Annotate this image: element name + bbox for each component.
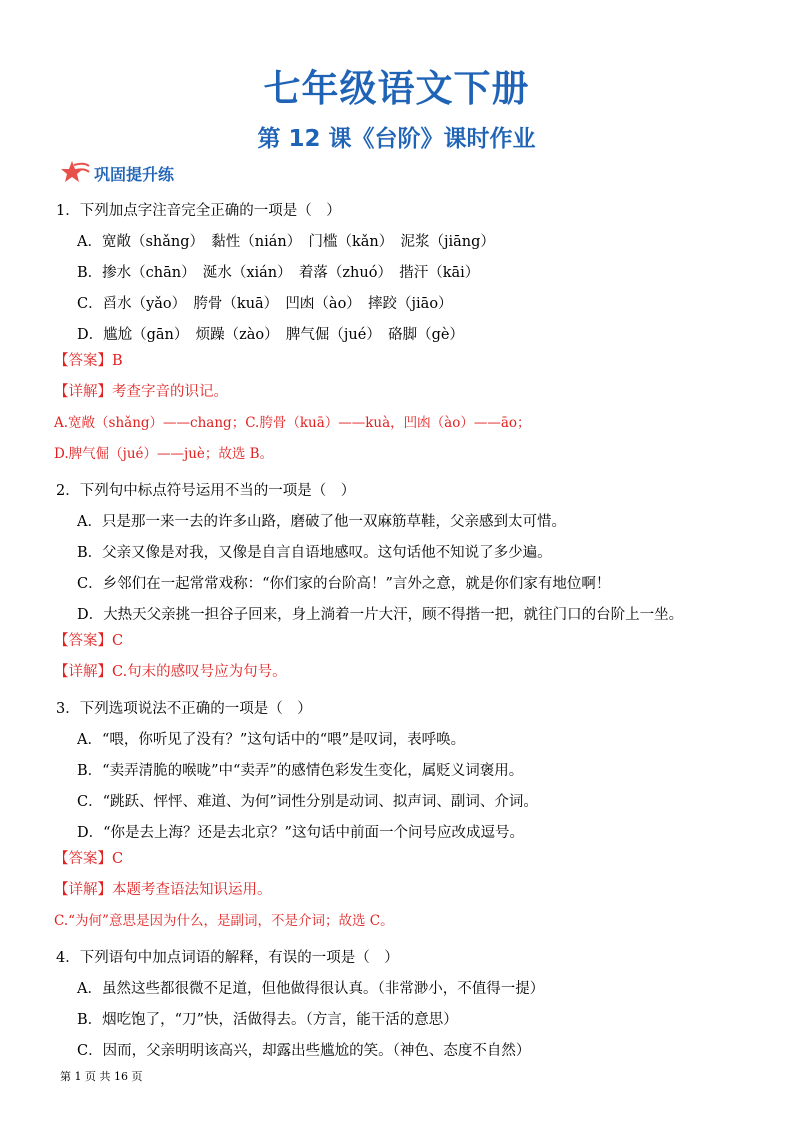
answer-detail: 【详解】本题考查语法知识运用。 (54, 882, 272, 898)
page-number: 第 1 页 共 16 页 (60, 1070, 143, 1083)
answer-extra: D.脾气倔（jué）——juè；故选 B。 (54, 446, 274, 462)
option: B．掺水（chān） 涎水（xián） 着落（zhuó） 揩汗（kāi） (77, 265, 480, 281)
answer-label: 【答案】B (54, 353, 123, 369)
answer-label: 【答案】C (54, 633, 124, 649)
page-subtitle: 第 12 课《台阶》课时作业 (257, 126, 536, 152)
option: C．因而，父亲明明该高兴，却露出些尴尬的笑。（神色、态度不自然） (77, 1043, 531, 1059)
option: A．宽敞（shǎng） 黏性（nián） 门槛（kǎn） 泥浆（jiāng） (77, 234, 495, 250)
answer-detail: 【详解】考查字音的识记。 (54, 384, 228, 400)
option: C．舀水（yǎo） 胯骨（kuā） 凹凼（ào） 摔跤（jiāo） (77, 296, 453, 312)
option: B．烟吃饱了，“刀”快，活做得去。（方言，能干活的意思） (77, 1012, 458, 1028)
option: D．大热天父亲挑一担谷子回来，身上淌着一片大汗，顾不得揩一把，就往门口的台阶上一坐。 (77, 607, 684, 623)
answer-extra: C.“为何”意思是因为什么，是副词，不是介词；故选 C。 (54, 913, 394, 929)
section-label: 巩固提升练 (94, 164, 175, 184)
option: A．只是那一来一去的许多山路，磨破了他一双麻筋草鞋，父亲感到太可惜。 (77, 514, 566, 530)
option: A．虽然这些都很微不足道，但他做得很认真。（非常渺小，不值得一提） (77, 981, 545, 997)
question-stem: 4．下列语句中加点词语的解释，有误的一项是（ ） (56, 950, 399, 966)
option: D．尴尬（gān） 烦躁（zào） 脾气倔（jué） 硌脚（gè） (77, 327, 464, 343)
option: A．“喂，你听见了没有？”这句话中的“喂”是叹词，表呼唤。 (77, 732, 466, 748)
answer-extra: A.宽敞（shǎng）——chang；C.胯骨（kuā）——kuà，凹凼（ào）——āo； (54, 415, 531, 431)
answer-label: 【答案】C (54, 851, 124, 867)
question-stem: 3．下列选项说法不正确的一项是（ ） (56, 701, 312, 717)
question-stem: 2．下列句中标点符号运用不当的一项是（ ） (56, 483, 356, 499)
question-stem: 1．下列加点字注音完全正确的一项是（ ） (56, 203, 341, 219)
answer-detail: 【详解】C.句末的感叹号应为句号。 (54, 664, 287, 680)
option: B．“卖弄清脆的喉咙”中“卖弄”的感情色彩发生变化，属贬义词褒用。 (77, 763, 524, 779)
option: C．“跳跃、怦怦、难道、为何”词性分别是动词、拟声词、副词、介词。 (77, 794, 538, 810)
star-icon (60, 160, 90, 186)
page-title: 七年级语文下册 (263, 67, 530, 110)
section-heading (60, 160, 174, 186)
option: D．“你是去上海？还是去北京？”这句话中前面一个问号应改成逗号。 (77, 825, 524, 841)
option: B．父亲又像是对我，又像是自言自语地感叹。这句话他不知说了多少遍。 (77, 545, 552, 561)
option: C．乡邻们在一起常常戏称：“你们家的台阶高！”言外之意，就是你们家有地位啊！ (77, 576, 611, 592)
